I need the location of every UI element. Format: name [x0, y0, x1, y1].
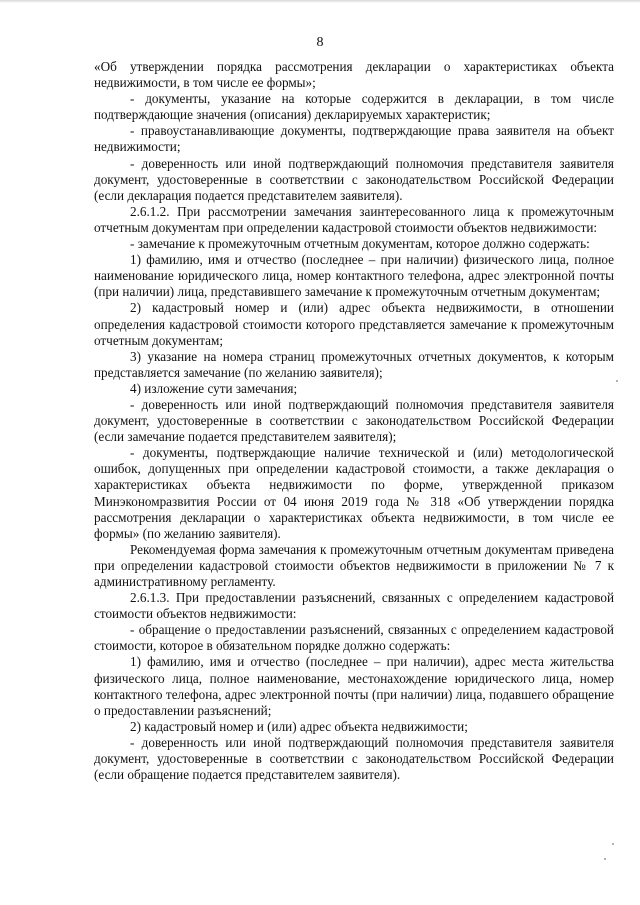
paragraph: - замечание к промежуточным отчетным документам, которое должно содержать: [130, 236, 590, 252]
scan-edge [0, 0, 640, 3]
paragraph: 2) кадастровый номер и (или) адрес объекта недвижимости; [130, 718, 468, 734]
paragraph: 4) изложение сути замечания; [130, 380, 298, 396]
paragraph: 1) фамилию, имя и отчество (последнее – при наличии), адрес места жительства физического лица, полное наименование, местонахождение юридического лица, номер контактного телефона, адрес электронной почты (при наличии) лица, подавшего обращение о предоставлении разъяснений; [94, 654, 614, 718]
paragraph: 3) указание на номера страниц промежуточных отчетных документов, к которым представляется замечание (по желанию заявителя); [94, 348, 614, 380]
paragraph: 2.6.1.2. При рассмотрении замечания заинтересованного лица к промежуточным отчетным документам при определении кадастровой стоимости объектов недвижимости: [94, 203, 614, 235]
paragraph: - документы, указание на которые содержится в декларации, в том числе подтверждающие значения (описания) декларируемых характеристик; [94, 91, 614, 123]
paragraph: - доверенность или иной подтверждающий полномочия представителя заявителя документ, удостоверенные в соответствии с законодательством Российской Федерации (если замечание подается представителем заявителя); [94, 396, 614, 445]
paragraph: - доверенность или иной подтверждающий полномочия представителя заявителя документ, удостоверенные в соответствии с законодательством Российской Федерации (если обращение подается представителем заявителя). [94, 734, 614, 783]
paragraph: 2.6.1.3. При предоставлении разъяснений, связанных с определением кадастровой стоимости объектов недвижимости: [94, 590, 614, 622]
paragraph: - документы, подтверждающие наличие технической и (или) методологической ошибок, допущенных при определении кадастровой стоимости, а также декларация о характеристиках объекта недвижимости по форме, утвержденной приказом Минэкономразвития России от 04 июня 2019 года № 318 «Об утверждении порядка рассмотрения декларации о характеристиках объекта недвижимости, в том числе ее формы» (по желанию заявителя). [94, 445, 614, 541]
paragraph: «Об утверждении порядка рассмотрения декларации о характеристиках объекта недвижимости, в том числе ее формы»; [94, 59, 614, 91]
paragraph: - доверенность или иной подтверждающий полномочия представителя заявителя документ, удостоверенные в соответствии с законодательством Российской Федерации (если декларация подается представителем заявителя). [94, 155, 614, 203]
scan-speck [616, 380, 618, 382]
scan-speck [604, 858, 606, 860]
paragraph: - обращение о предоставлении разъяснений, связанных с определением кадастровой стоимости, которое в обязательном порядке должно содержать: [94, 622, 614, 654]
paragraph: 1) фамилию, имя и отчество (последнее – при наличии) физического лица, полное наименование юридического лица, номер контактного телефона, адрес электронной почты (при наличии) лица, представившего замечание к промежуточным отчетным документам; [94, 252, 614, 300]
paragraph: 2) кадастровый номер и (или) адрес объекта недвижимости, в отношении определения кадастровой стоимости которого представляется замечание к промежуточным отчетным документам; [94, 300, 614, 348]
paragraph: Рекомендуемая форма замечания к промежуточным отчетным документам приведена при определении кадастровой стоимости объектов недвижимости в приложении № 7 к административному регламенту. [94, 541, 614, 589]
paragraph: - правоустанавливающие документы, подтверждающие права заявителя на объект недвижимости; [94, 123, 614, 155]
document-body [94, 59, 614, 783]
page-number: 8 [316, 35, 324, 50]
scan-speck [612, 843, 614, 845]
